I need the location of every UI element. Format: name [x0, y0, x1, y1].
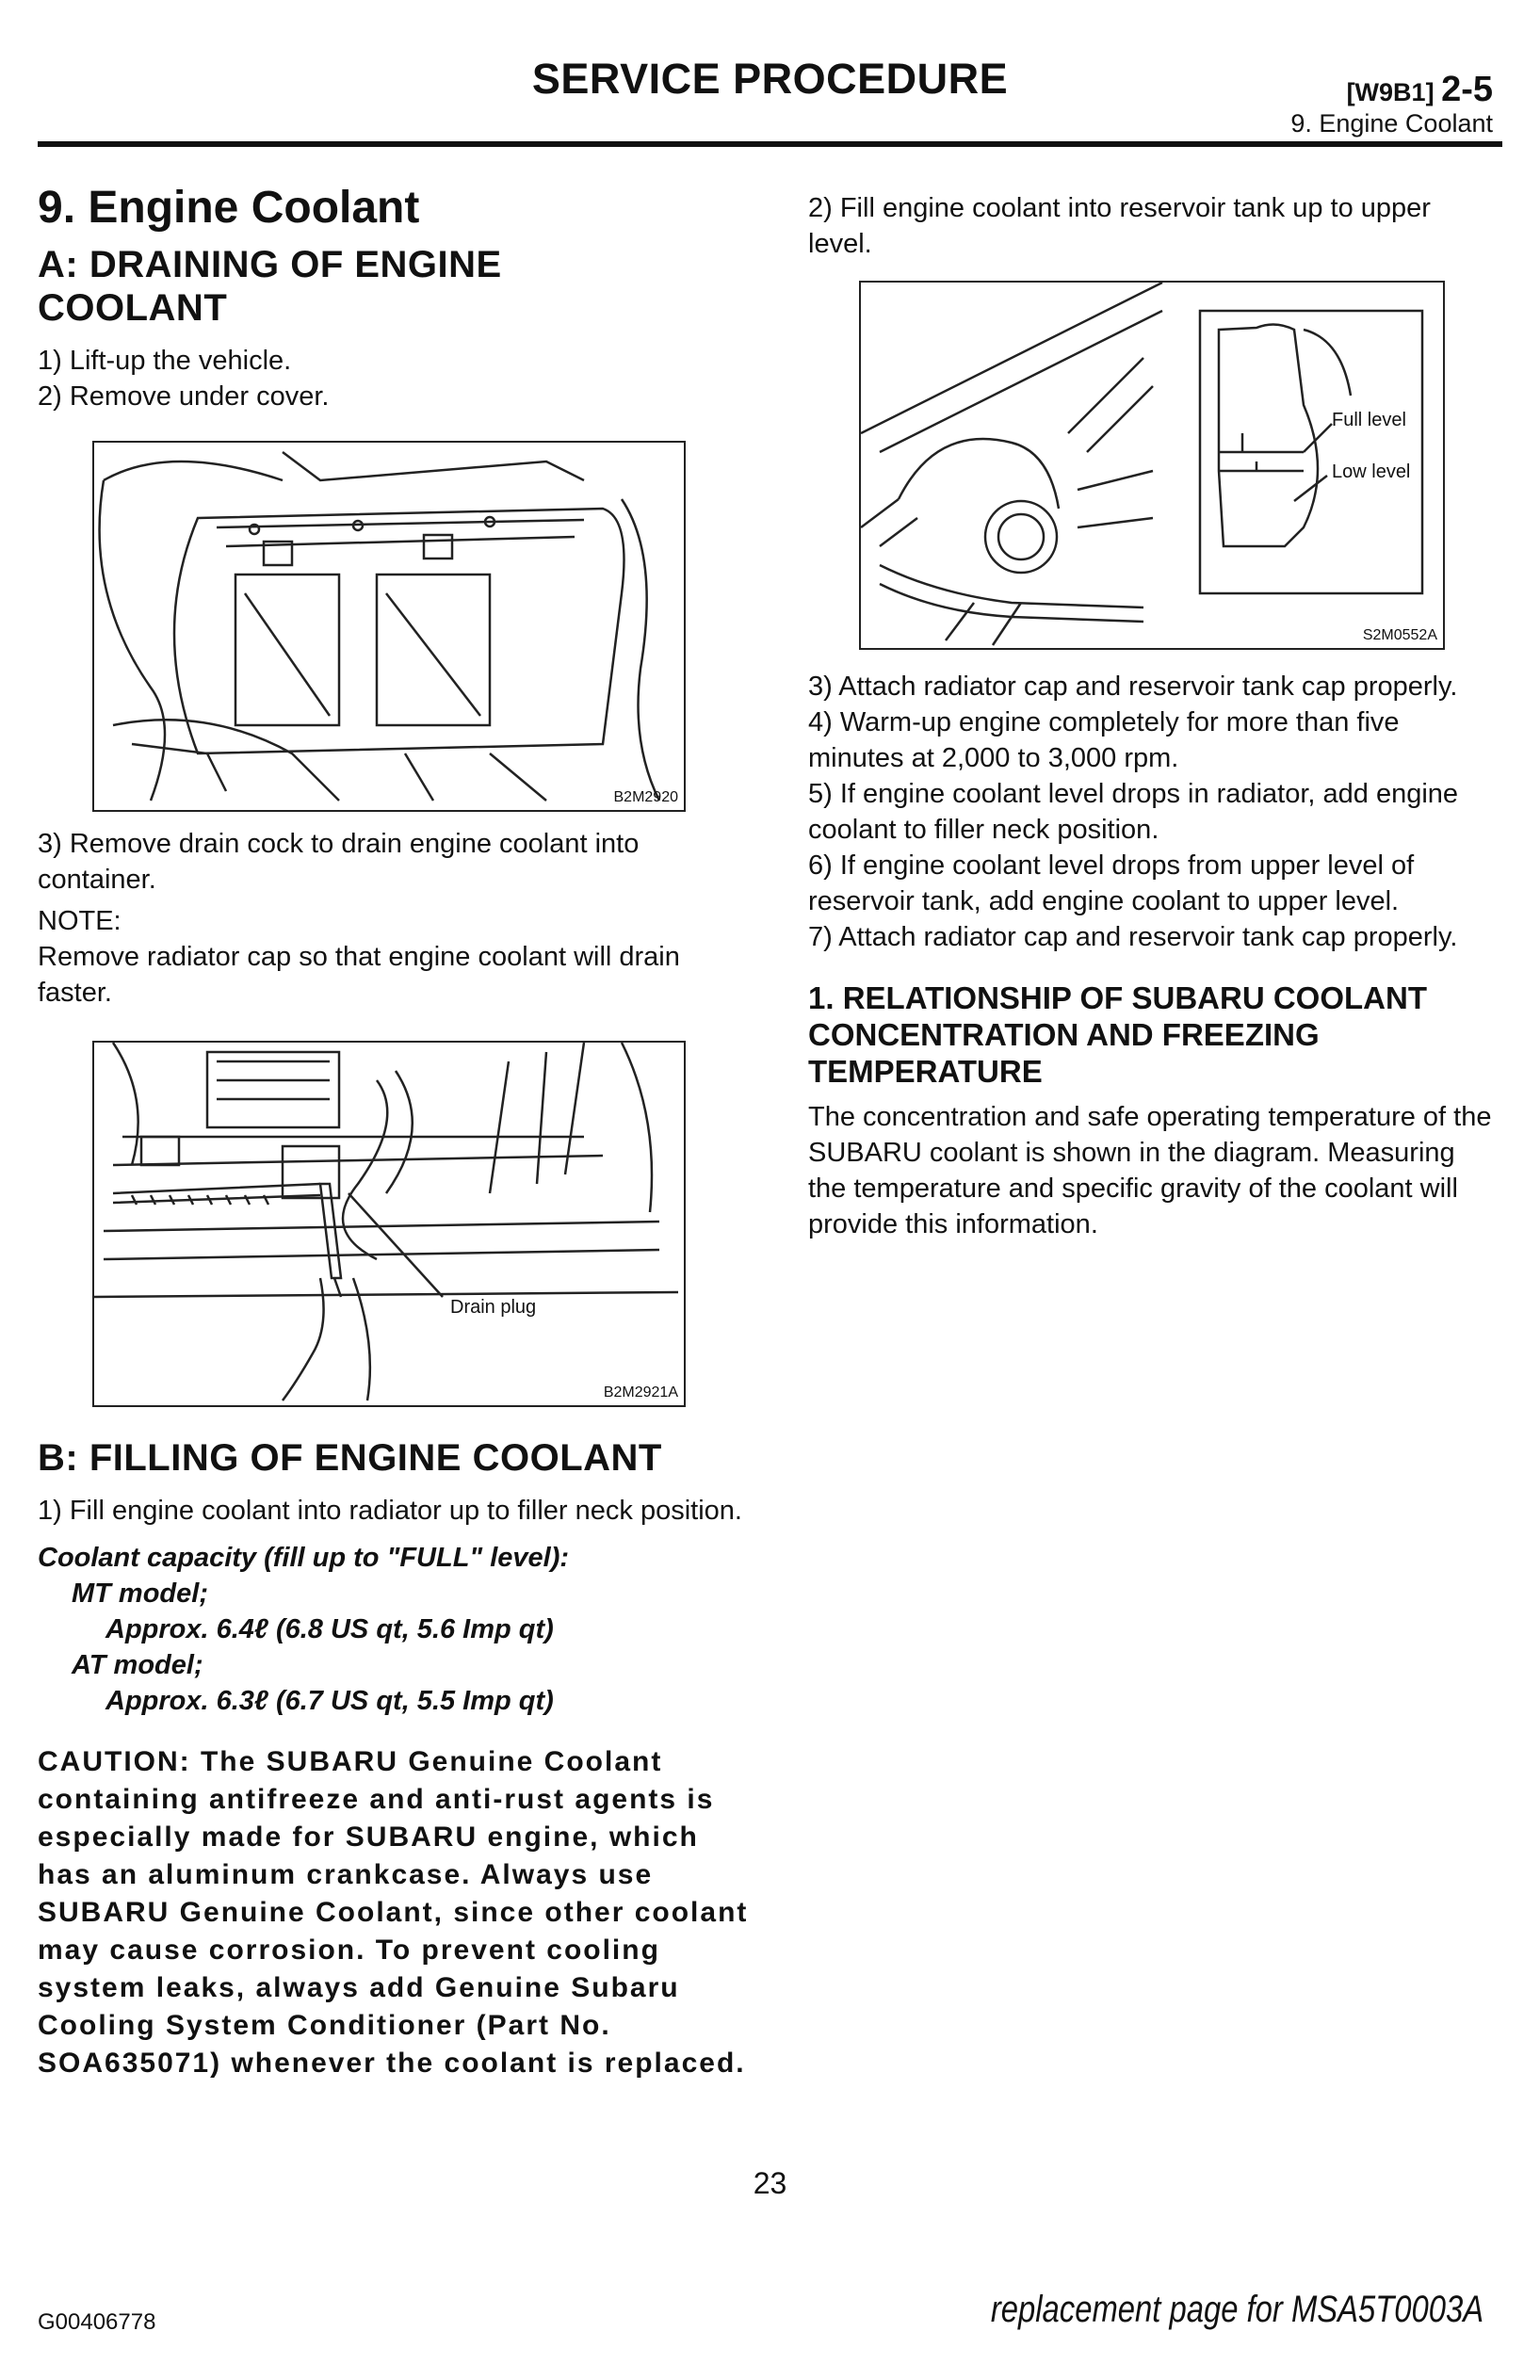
- right-steps: [808, 669, 1496, 1242]
- right-step-4: 4) Warm-up engine completely for more than five minutes at 2,000 to 3,000 rpm.: [808, 707, 1400, 773]
- right-step-3: 3) Attach radiator cap and reservoir tank cap properly.: [808, 672, 1458, 702]
- replacement-note: replacement page for MSA5T0003A: [990, 2289, 1483, 2330]
- mt-model-label: MT model;: [72, 1579, 208, 1609]
- drain-plug-illustration: [94, 1043, 684, 1405]
- figure-1-code: B2M2920: [613, 789, 678, 805]
- left-column-top: [38, 181, 754, 414]
- right-step-2-text: 2) Fill engine coolant into reservoir tank up to upper level.: [808, 193, 1431, 259]
- low-level-label: Low level: [1332, 461, 1411, 482]
- left-column-mid: [38, 826, 735, 1011]
- b-step-1: 1) Fill engine coolant into radiator up to filler neck position.: [38, 1496, 742, 1526]
- figure-reservoir-tank: [859, 281, 1445, 650]
- caution-text: CAUTION: The SUBARU Genuine Coolant containing antifreeze and anti-rust agents is especially made for SUBARU engine, which has an aluminum crankcase. Always use SUBARU Genuine Coolant, since other coolant may cause corrosion. To prevent cooling system leaks, always add Genuine Subaru Cooling System Conditioner (Part No. SOA635071) whenever the coolant is replaced.: [38, 1746, 749, 2079]
- a-step-3: 3) Remove drain cock to drain engine coolant into container.: [38, 829, 640, 895]
- note-label: NOTE:: [38, 906, 122, 936]
- right-step-2: [808, 190, 1496, 262]
- header-page-ref: 2-5: [1441, 70, 1493, 109]
- document-id: G00406778: [38, 2309, 156, 2335]
- right-step-5: 5) If engine coolant level drops in radiator, add engine coolant to filler neck position.: [808, 779, 1459, 845]
- relationship-text: The concentration and safe operating temperature of the SUBARU coolant is shown in the diagram. Measuring the temperature and specific gravity of the coolant will provide this information.: [808, 1102, 1492, 1239]
- section-title: 9. Engine Coolant: [38, 183, 420, 233]
- header-rule: [38, 141, 1502, 147]
- page-header-subtitle: 9. Engine Coolant: [1290, 109, 1493, 138]
- figure-3-code: S2M0552A: [1362, 627, 1437, 643]
- at-model-label: AT model;: [72, 1650, 203, 1680]
- right-step-6: 6) If engine coolant level drops from upper level of reservoir tank, add engine coolant to upper level.: [808, 850, 1415, 916]
- figure-drain-plug: [92, 1041, 686, 1407]
- subsection-b-title: B: FILLING OF ENGINE COOLANT: [38, 1437, 662, 1479]
- header-code: [W9B1]: [1346, 78, 1435, 106]
- left-column-bottom: [38, 1436, 754, 2082]
- drain-plug-label: Drain plug: [450, 1297, 537, 1318]
- a-step-2: 2) Remove under cover.: [38, 381, 330, 412]
- under-cover-illustration: [94, 443, 684, 810]
- page-header-code: [1347, 70, 1493, 110]
- mt-model-value: Approx. 6.4ℓ (6.8 US qt, 5.6 Imp qt): [105, 1614, 554, 1644]
- full-level-label: Full level: [1332, 410, 1406, 430]
- figure-2-code: B2M2921A: [603, 1384, 678, 1400]
- right-step-7: 7) Attach radiator cap and reservoir tank cap properly.: [808, 922, 1458, 952]
- note-text: Remove radiator cap so that engine coolant will drain faster.: [38, 942, 680, 1008]
- a-step-1: 1) Lift-up the vehicle.: [38, 346, 292, 376]
- capacity-title: Coolant capacity (fill up to "FULL" level):: [38, 1543, 570, 1573]
- page-header-title: SERVICE PROCEDURE: [531, 55, 1009, 103]
- relationship-title: 1. RELATIONSHIP OF SUBARU COOLANT CONCENTRATION AND FREEZING TEMPERATURE: [808, 980, 1427, 1089]
- at-model-value: Approx. 6.3ℓ (6.7 US qt, 5.5 Imp qt): [105, 1686, 554, 1716]
- figure-under-cover: [92, 441, 686, 812]
- subsection-a-title: A: DRAINING OF ENGINE COOLANT: [38, 244, 502, 329]
- page-number: 23: [753, 2166, 787, 2200]
